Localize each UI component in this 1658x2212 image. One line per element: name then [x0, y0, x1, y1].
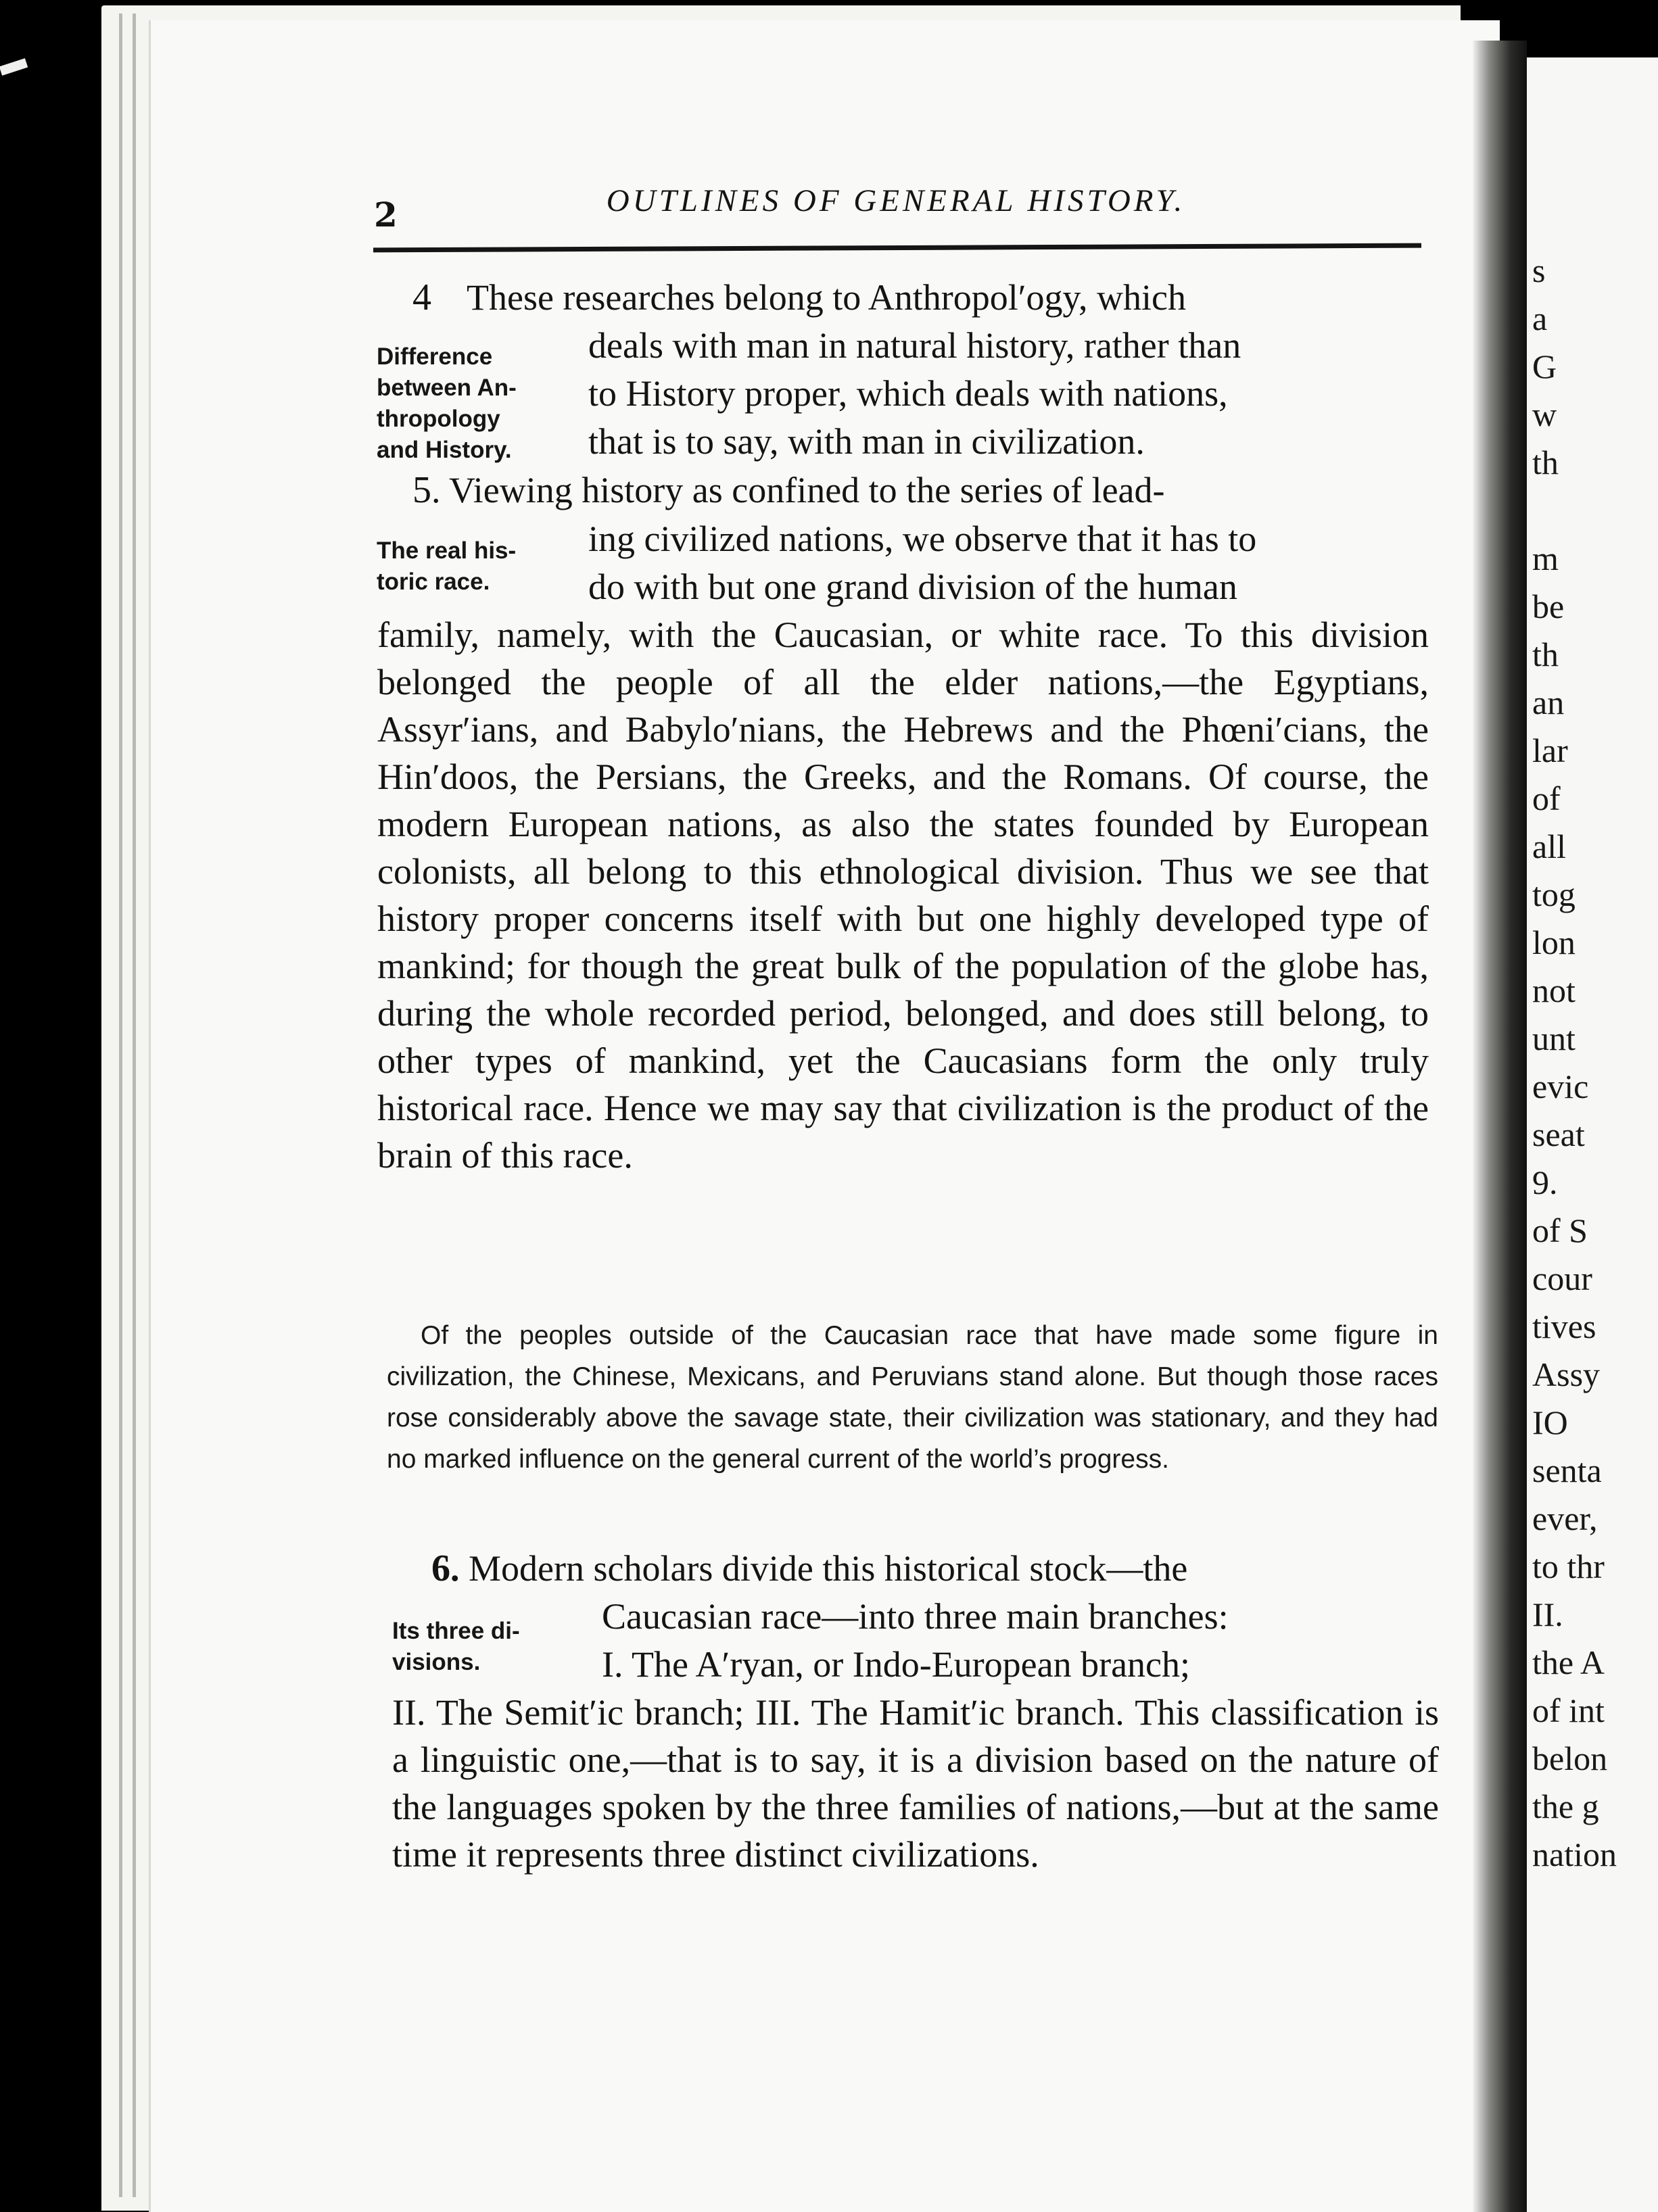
facing-page-fragment: an — [1532, 683, 1565, 721]
paragraph-6-lead: 6. Modern scholars divide this historical stock—the — [431, 1547, 1188, 1589]
facing-page-fragment: senta — [1532, 1451, 1602, 1489]
side-note-6 — [392, 1616, 520, 1678]
paragraph-number: 6 — [431, 1547, 450, 1589]
paragraph-5-lead: 5. Viewing history as confined to the series of lead- — [412, 469, 1165, 511]
paragraph-number: 5 — [412, 469, 431, 511]
facing-page-fragment: 9. — [1532, 1163, 1558, 1201]
facing-page-fragment: Assy — [1532, 1355, 1601, 1393]
text-line — [588, 515, 1427, 562]
side-note-line: toric race. — [377, 569, 490, 595]
text-line-content: that is to say, with man in civilization. — [588, 421, 1145, 462]
paragraph-lead-text: Modern scholars divide this historical stock—the — [469, 1548, 1188, 1589]
text-line — [602, 1593, 1440, 1640]
facing-page-fragment: of — [1532, 779, 1561, 817]
facing-page-fragment: s — [1532, 251, 1546, 289]
facing-page-fragment: seat — [1532, 1115, 1585, 1153]
facing-page-fragment: the g — [1532, 1787, 1599, 1825]
text-line-content: do with but one grand division of the human — [588, 567, 1237, 607]
facing-page-fragment: II. — [1532, 1595, 1563, 1633]
facing-page-fragment: belon — [1532, 1739, 1608, 1777]
facing-page-fragment: of int — [1532, 1691, 1605, 1729]
text-line — [467, 274, 1420, 321]
facing-page-fragment: be — [1532, 587, 1565, 625]
text-line-content: Caucasian race—into three main branches: — [602, 1596, 1229, 1637]
facing-page-fragment: th — [1532, 635, 1559, 673]
text-line-content: I. The A′ryan, or Indo-European branch; — [602, 1644, 1191, 1685]
paragraph-lead-text: Viewing history as confined to the series of lead- — [449, 470, 1165, 510]
facing-page-fragment: tog — [1532, 875, 1576, 913]
facing-page-fragment: nation — [1532, 1835, 1617, 1873]
side-note-4 — [377, 341, 517, 466]
facing-page-fragment: G — [1532, 347, 1557, 385]
facing-page-fragment: lar — [1532, 731, 1568, 769]
text-line — [588, 370, 1427, 417]
side-note-line: visions. — [392, 1649, 481, 1675]
side-note-line: and History. — [377, 437, 512, 463]
header-rule — [373, 243, 1421, 253]
facing-page-fragment: all — [1532, 827, 1566, 865]
facing-page-fragment: unt — [1532, 1019, 1576, 1057]
facing-page-fragment: cour — [1532, 1259, 1592, 1297]
paragraph-5-body: family, namely, with the Caucasian, or white race. To this division belonged the people of all the elder nations,—the Egyptians, Assyr′ians, and Babylo′nians, the Hebrews and the Phœni′cians, the Hin′doos, the Persians, the Greeks, and the Romans. Of course, the modern European nations, as also the states founded by European colonists, all belong to this ethnological division. Thus we see that history proper concerns itself with but one highly developed type of mankind; for though the great bulk of the population of the globe has, during the whole recorded period, belonged, and does still belong, to other types of mankind, yet the Caucasians form the only truly historical race. Hence we may say that civilization is the product of the brain of this race. — [377, 615, 1429, 1176]
facing-page-fragment: IO — [1532, 1403, 1568, 1441]
facing-page-fragment: lon — [1532, 923, 1576, 961]
text-line-content: to History proper, which deals with nations, — [588, 373, 1228, 414]
facing-page-fragment: w — [1532, 395, 1557, 433]
facing-page-fragment: evic — [1532, 1067, 1589, 1105]
text-line — [602, 1641, 1440, 1688]
side-note-line: Its three di- — [392, 1618, 520, 1644]
facing-page-fragment: not — [1532, 971, 1576, 1009]
small-print-note — [387, 1315, 1438, 1480]
side-note-line: between An- — [377, 375, 517, 401]
text-line — [588, 322, 1427, 369]
running-title: OUTLINES OF GENERAL HISTORY. — [606, 183, 1186, 218]
paragraph-6-body: II. The Semit′ic branch; III. The Hamit′ic branch. This classification is a linguistic one,—that is to say, it is a division based on the nature of the languages spoken by the three families of nations,—but at the same time it represents three distinct civilizations. — [392, 1692, 1439, 1875]
side-note-5 — [377, 535, 516, 598]
facing-page-fragment: ever, — [1532, 1499, 1598, 1537]
facing-page-fragment: to thr — [1532, 1547, 1605, 1585]
facing-page-fragment: the A — [1532, 1643, 1605, 1681]
page-number: 2 — [374, 195, 398, 235]
text-line-content: These researches belong to Anthropol′ogy, which — [467, 277, 1187, 318]
note-text: Of the peoples outside of the Caucasian race that have made some figure in civilization, the Chinese, Mexicans, and Peruvians stand alone. But though those races rose considerably above the savage state, their civilization was stationary, and they had no marked influence on the general current of the world’s progress. — [387, 1321, 1438, 1474]
side-note-line: thropology — [377, 406, 500, 432]
side-note-line: The real his- — [377, 537, 517, 564]
text-line — [588, 418, 1427, 465]
facing-page-fragment: m — [1532, 539, 1559, 577]
text-line-content: deals with man in natural history, rather than — [588, 325, 1241, 366]
facing-page-fragment: tives — [1532, 1307, 1596, 1345]
facing-page-fragment: th — [1532, 443, 1559, 481]
facing-page-fragment: of S — [1532, 1211, 1588, 1249]
paragraph-number: 4 — [412, 276, 431, 318]
text-line-content: ing civilized nations, we observe that it has to — [588, 519, 1257, 559]
facing-page-fragment: a — [1532, 299, 1548, 337]
side-note-line: Difference — [377, 343, 493, 370]
text-line — [588, 563, 1427, 610]
